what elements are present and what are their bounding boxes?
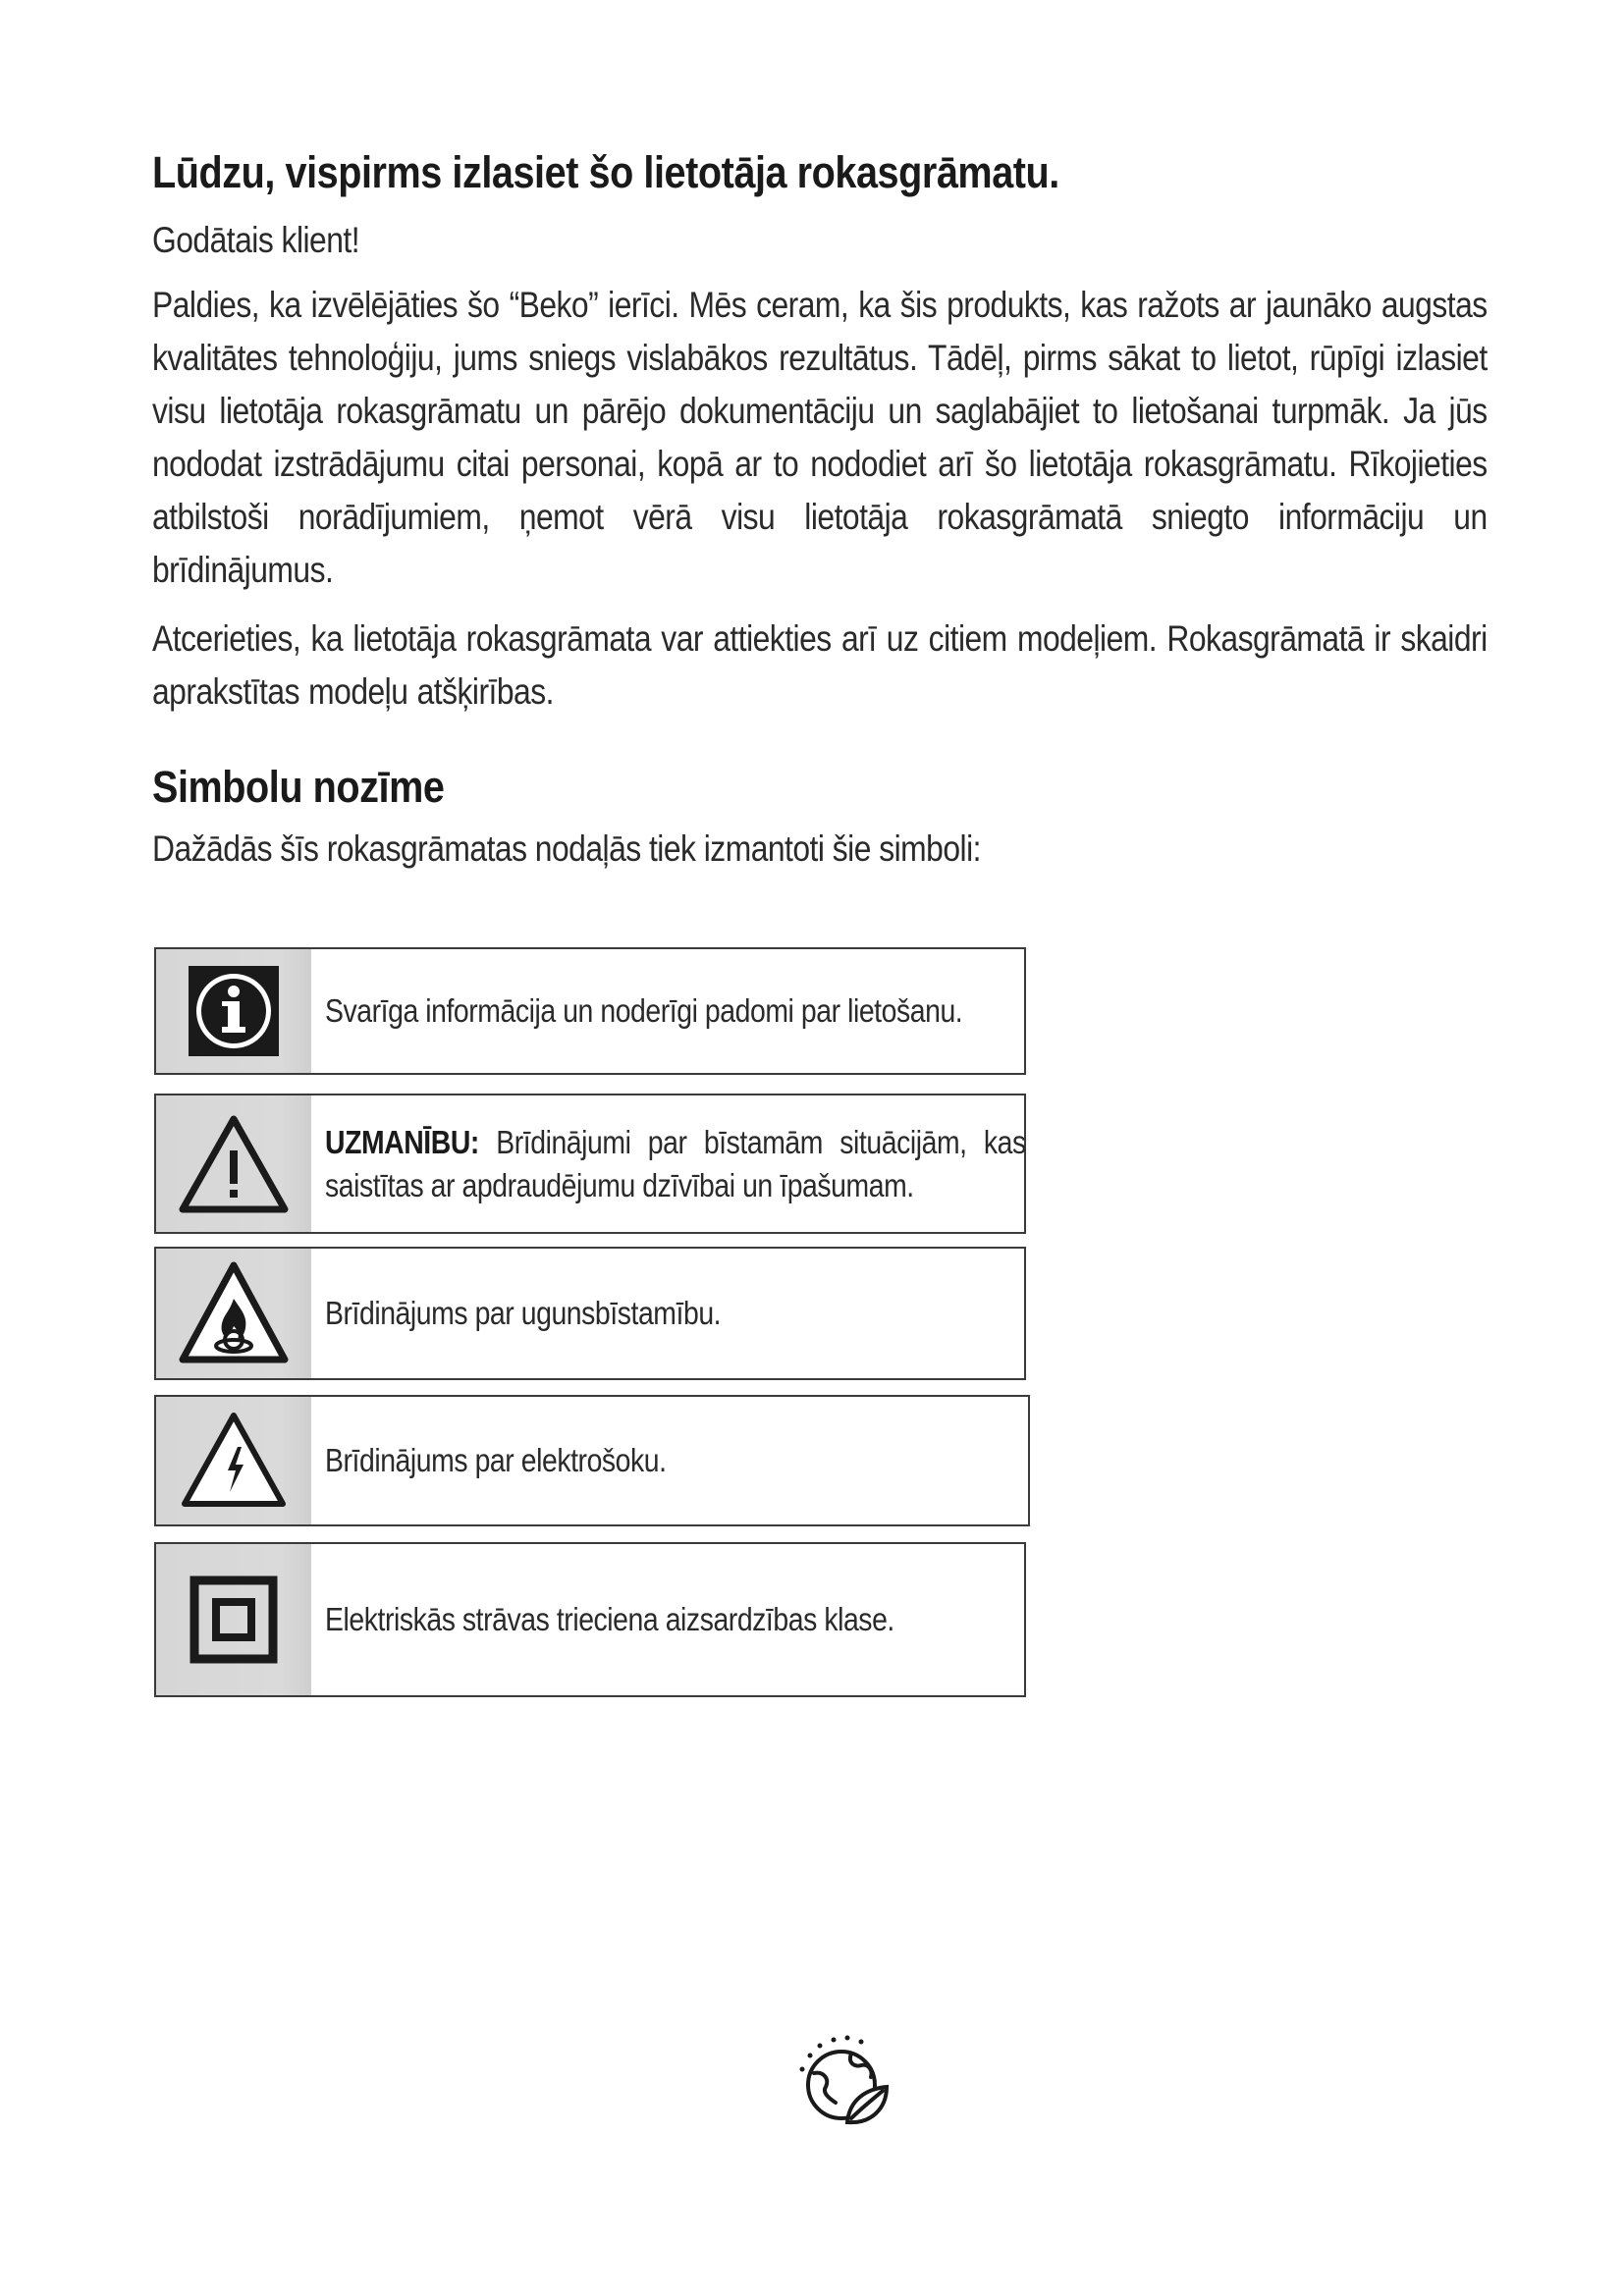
symbol-text: Svarīga informācija un noderīgi padomi par lietošanu.	[325, 992, 963, 1029]
warning-icon	[156, 1095, 311, 1232]
symbol-text	[325, 1121, 1026, 1207]
salutation: Godātais klient!	[152, 220, 360, 260]
electric-shock-icon	[156, 1397, 311, 1524]
symbol-text: Brīdinājums par elektrošoku.	[325, 1442, 667, 1478]
info-icon	[156, 949, 311, 1073]
symbol-row-class-ii	[154, 1542, 1026, 1697]
warning-text: Brīdinājumi par bīstamām situācijām, kas saistītas ar apdraudējumu dzīvībai un īpašumam.	[325, 1123, 1026, 1203]
symbol-row-electric	[154, 1395, 1030, 1526]
intro-paragraph: Paldies, ka izvēlējāties šo “Beko” ierīci. Mēs ceram, ka šis produkts, kas ražots ar jaunāko augstas kvalitātes tehnoloģiju, jums sniegs vislabākos rezultātus. Tādēļ, pirms sākat to lietot, rūpīgi izlasiet visu lietotāja rokasgrāmatu un pārējo dokumentāciju un saglabājiet to lietošanai turpmāk. Ja jūs nododat izstrādājumu citai personai, kopā ar to nododiet arī šo lietotāja rokasgrāmatu. Rīkojieties atbilstoši norādījumiem, ņemot vērā visu lietotāja rokasgrāmatā sniegto informāciju un brīdinājumus.	[152, 285, 1488, 590]
document-body	[152, 147, 1488, 897]
symbol-row-fire	[154, 1247, 1026, 1380]
fire-hazard-icon	[156, 1249, 311, 1378]
class-ii-insulation-icon	[156, 1544, 311, 1695]
section-title: Simbolu nozīme	[152, 762, 445, 812]
symbol-text: Brīdinājums par ugunsbīstamību.	[325, 1295, 722, 1331]
eco-globe-leaf-icon	[790, 2032, 898, 2140]
models-paragraph: Atcerieties, ka lietotāja rokasgrāmata var attiekties arī uz citiem modeļiem. Rokasgrāmatā ir skaidri aprakstītas modeļu atšķirības.	[152, 618, 1488, 712]
symbol-row-warning	[154, 1094, 1026, 1234]
warning-label: UZMANĪBU:	[325, 1123, 479, 1160]
symbol-text: Elektriskās strāvas trieciena aizsardzības klase.	[325, 1601, 894, 1637]
symbol-row-info	[154, 947, 1026, 1075]
page-title: Lūdzu, vispirms izlasiet šo lietotāja rokasgrāmatu.	[152, 147, 1059, 197]
section-intro: Dažādās šīs rokasgrāmatas nodaļās tiek izmantoti šie simboli:	[152, 828, 981, 869]
